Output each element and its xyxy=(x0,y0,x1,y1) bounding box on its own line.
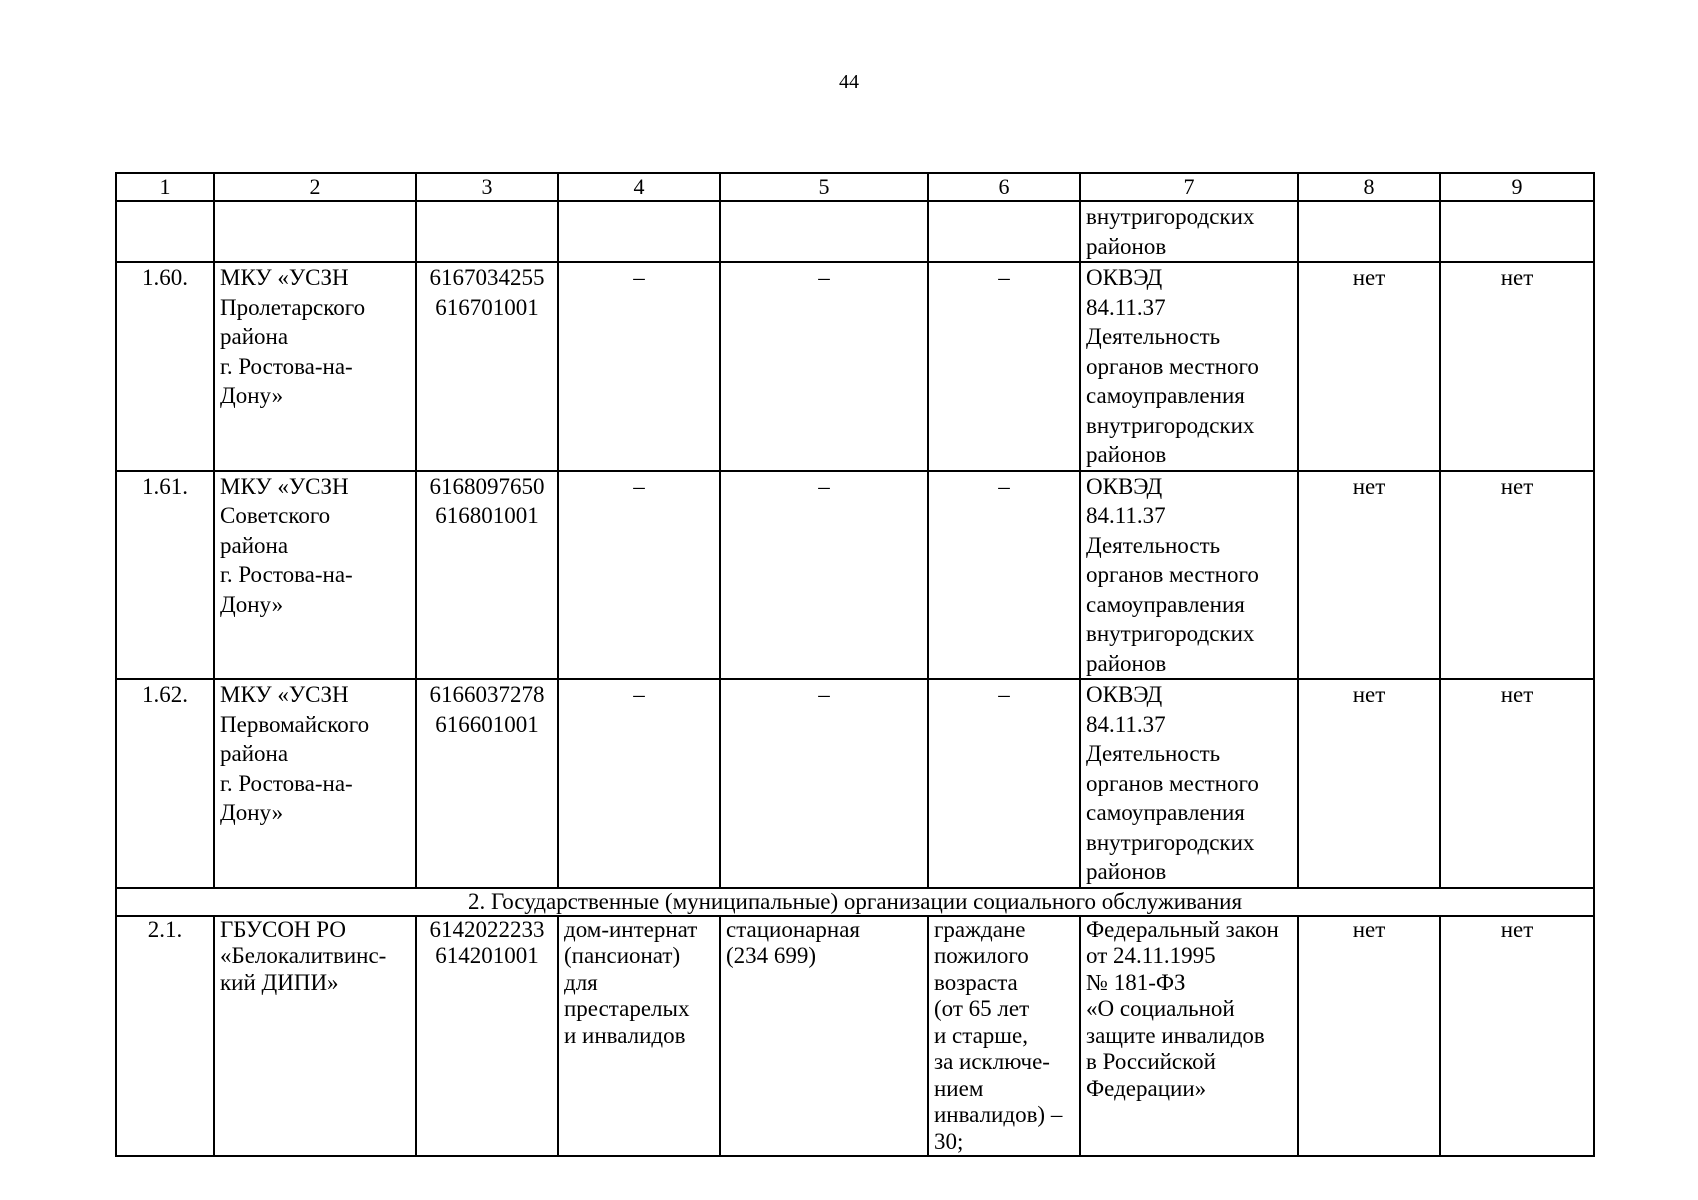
column-number: 7 xyxy=(1080,173,1298,201)
column-number: 8 xyxy=(1298,173,1440,201)
organization-name: МКУ «УСЗН Пролетарского района г. Ростова-на- Дону» xyxy=(214,262,416,471)
column-number: 4 xyxy=(558,173,720,201)
okved-cell: ОКВЭД 84.11.37 Деятельность органов местного самоуправления внутригородских районов xyxy=(1080,262,1298,471)
organization-name: МКУ «УСЗН Первомайского района г. Ростова-на- Дону» xyxy=(214,679,416,888)
col9-value: нет xyxy=(1440,916,1594,1157)
section-title: 2. Государственные (муниципальные) организации социального обслуживания xyxy=(116,888,1594,916)
table-cell xyxy=(416,201,558,262)
continuation-row xyxy=(116,201,1594,262)
col6-value: – xyxy=(928,679,1080,888)
row-number: 1.61. xyxy=(116,471,214,680)
table-row xyxy=(116,679,1594,888)
table-row xyxy=(116,471,1594,680)
inn-kpp: 6166037278 616601001 xyxy=(416,679,558,888)
row-number: 1.60. xyxy=(116,262,214,471)
institution-type: дом-интернат (пансионат) для престарелых и инвалидов xyxy=(558,916,720,1157)
legal-basis: Федеральный закон от 24.11.1995 № 181-ФЗ «О социальной защите инвалидов в Российской Федерации» xyxy=(1080,916,1298,1157)
col9-value: нет xyxy=(1440,471,1594,680)
col5-value: – xyxy=(720,471,928,680)
col8-value: нет xyxy=(1298,262,1440,471)
table-cell xyxy=(720,201,928,262)
col4-value: – xyxy=(558,262,720,471)
col9-value: нет xyxy=(1440,262,1594,471)
section-header-row xyxy=(116,888,1594,916)
table-cell xyxy=(1440,201,1594,262)
table-cell xyxy=(558,201,720,262)
okved-cell: ОКВЭД 84.11.37 Деятельность органов местного самоуправления внутригородских районов xyxy=(1080,471,1298,680)
column-number: 9 xyxy=(1440,173,1594,201)
row-number: 1.62. xyxy=(116,679,214,888)
organization-name: ГБУСОН РО «Белокалитвинс- кий ДИПИ» xyxy=(214,916,416,1157)
column-number: 1 xyxy=(116,173,214,201)
col6-value: – xyxy=(928,471,1080,680)
col5-value: – xyxy=(720,679,928,888)
table-row xyxy=(116,262,1594,471)
column-number: 6 xyxy=(928,173,1080,201)
table-row xyxy=(116,916,1594,1157)
registry-table xyxy=(115,172,1595,1157)
col4-value: – xyxy=(558,679,720,888)
column-number-row xyxy=(116,173,1594,201)
col9-value: нет xyxy=(1440,679,1594,888)
inn-kpp: 6142022233 614201001 xyxy=(416,916,558,1157)
column-number: 2 xyxy=(214,173,416,201)
recipients: граждане пожилого возраста (от 65 лет и старше, за исключе- нием инвалидов) – 30; xyxy=(928,916,1080,1157)
col4-value: – xyxy=(558,471,720,680)
row-number: 2.1. xyxy=(116,916,214,1157)
inn-kpp: 6167034255 616701001 xyxy=(416,262,558,471)
table-cell xyxy=(116,201,214,262)
col6-value: – xyxy=(928,262,1080,471)
okved-cell: ОКВЭД 84.11.37 Деятельность органов местного самоуправления внутригородских районов xyxy=(1080,679,1298,888)
table-cell xyxy=(928,201,1080,262)
col8-value: нет xyxy=(1298,916,1440,1157)
table-cell xyxy=(1298,201,1440,262)
col8-value: нет xyxy=(1298,471,1440,680)
organization-name: МКУ «УСЗН Советского района г. Ростова-на- Дону» xyxy=(214,471,416,680)
column-number: 3 xyxy=(416,173,558,201)
service-form: стационарная (234 699) xyxy=(720,916,928,1157)
col8-value: нет xyxy=(1298,679,1440,888)
inn-kpp: 6168097650 616801001 xyxy=(416,471,558,680)
col5-value: – xyxy=(720,262,928,471)
table-cell xyxy=(214,201,416,262)
page-number: 44 xyxy=(839,71,859,93)
okved-cell: внутригородских районов xyxy=(1080,201,1298,262)
column-number: 5 xyxy=(720,173,928,201)
